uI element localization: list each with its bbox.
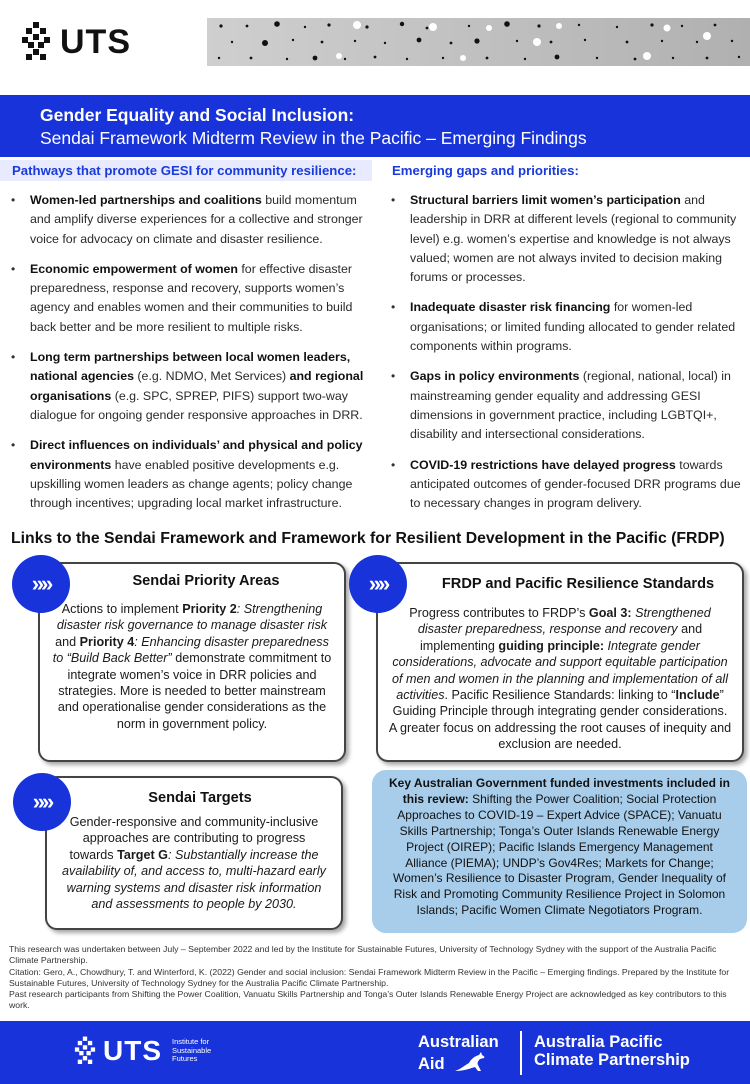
links-heading: Links to the Sendai Framework and Framework for Resilient Development in the Pacific (FRDP) [11,530,725,547]
uts-wordmark: UTS [103,1035,162,1066]
list-item: • Inadequate disaster risk financing for women-led organisations; or limited funding allocated to gender related components within programs. [390,298,750,356]
apcp-logo[interactable]: Australia Pacific Climate Partnership [534,1033,690,1069]
uts-isf-logo[interactable] [72,1035,222,1067]
list-item: • Direct influences on individuals’ and physical and policy environments have enabled positive developments e.g. upskilling women leaders as change agents; policy change through incentives; upgrading local market infrastructure. [10,436,372,513]
sendai-targets-body: Gender-responsive and community-inclusive approaches are contributing to progress towards Target G: Substantially increase the availability of, and access to, multi-hazard early warning systems and disaster risk information and assessments to people by 2030. [62,815,326,912]
page-subtitle: Sendai Framework Midterm Review in the Pacific – Emerging Findings [40,128,587,148]
sendai-priority-title: Sendai Priority Areas [132,573,280,589]
isf-label: Institute for Sustainable Futures [172,1037,212,1064]
sendai-priority-box [38,562,346,762]
sendai-priority-body: Actions to implement Priority 2: Strengthening disaster risk governance to manage disaster risk and Priority 4: Enhancing disaster preparedness to “Build Back Better” demonstrate commitment to integrate women’s voice in DRR policies and strategies. More is needed to better mainstream and operationalise gender considerations as the norm in government policy. [52,602,332,731]
footer-notes [9,944,745,1012]
title-band [0,95,750,157]
pathways-column [0,160,372,524]
kangaroo-icon [451,1051,491,1073]
investments-box: Key Australian Government funded investments included in this review: Shifting the Power Coalition; Social Protection Approaches to COVID-19 – Expert Advice (SPACE); Vanuatu Skills Partnership; Tonga’s Outer Islands Renewable Energy Project (OIREP); Pacific Islands Emergency Management Alliance (PIEMA); UNDP’s Gov4Res; Markets for Change; Women’s Resilience to Disaster Program, Gender Inequality of Risk and Promoting Community Resilience Project in Solomon Islands; Pacific Women Climate Negotiators Program. [372,770,747,933]
list-item: • Structural barriers limit women’s participation and leadership in DRR at different levels (regional to community level) e.g. women’s expertise and knowledge is not always valued; women are not always invited to decision making forums or processes. [390,191,750,287]
gaps-list [390,191,750,513]
page-title: Gender Equality and Social Inclusion: [40,105,355,125]
sendai-targets-title: Sendai Targets [148,790,252,806]
frdp-body: Progress contributes to FRDP’s Goal 3: Strengthened disaster preparedness, response and recovery and implementing guiding principle: Integrate gender considerations, advocate and support equitable participation of men and women in the planning and implementation of all activities. Pacific Resilience Standards: linking to “Include” Guiding Principle through integrating gender considerations. A greater focus on addressing the root causes of inequity and exclusion are needed. [388,606,732,752]
footer-note: This research was undertaken between July – September 2022 and led by the Institute for Sustainable Futures, University of Technology Sydney with the support of the Australia Pacific Climate Partnership. [9,944,717,966]
pathways-heading: Pathways that promote GESI for community resilience: [0,160,372,181]
bottom-bar [0,1021,750,1084]
uts-emblem-icon [72,1035,98,1067]
uts-logo[interactable] [18,22,131,62]
frdp-box [376,562,744,762]
dot-pattern-banner [207,18,750,66]
australian-aid-logo[interactable]: Australian Aid [418,1033,499,1073]
chevron-icon: »» [12,555,70,613]
uts-emblem-icon [18,22,54,62]
pathways-list [10,191,372,513]
frdp-title: FRDP and Pacific Resilience Standards [441,576,715,592]
chevron-icon: »» [349,555,407,613]
sendai-targets-box [45,776,343,930]
header [0,0,750,95]
uts-wordmark: UTS [60,22,131,61]
list-item: • Long term partnerships between local women leaders, national agencies (e.g. NDMO, Met Services) and regional organisations (e.g. SPC, SPREP, PIFS) support two-way dialogue for ongoing gender responsive approaches in DRR. [10,348,372,425]
footer-note: Past research participants from Shifting the Power Coalition, Vanuatu Skills Partnership and Tonga’s Outer Islands Renewable Energy Project are acknowledged as key contributors to this work. [9,989,727,1011]
gaps-column [390,160,750,524]
gaps-heading: Emerging gaps and priorities: [392,163,579,178]
list-item: • Economic empowerment of women for effective disaster preparedness, response and recovery, supports women’s agency and enables women and their communities to build back better and be more resilient to multiple risks. [10,260,372,337]
citation: Citation: Gero, A., Chowdhury, T. and Winterford, K. (2022) Gender and social inclusion: Sendai Framework Midterm Review in the Pacific – Emerging findings. Prepared by the Institute for Sustainable Futures, University of Technology Sydney for the Australia Pacific Climate Partnership. [9,966,730,988]
chevron-icon: »» [13,773,71,831]
divider [520,1031,522,1075]
list-item: • Women-led partnerships and coalitions build momentum and amplify diverse experiences for a collective and stronger voice for advocacy on climate and disaster resilience. [10,191,372,249]
list-item: • COVID-19 restrictions have delayed progress towards anticipated outcomes of gender-focused DRR programs due to necessary changes in program delivery. [390,456,750,514]
list-item: • Gaps in policy environments (regional, national, local) in mainstreaming gender equality and addressing GESI dimensions in government practice, including LGBTQI+, disability and intersectional considerations. [390,367,750,444]
